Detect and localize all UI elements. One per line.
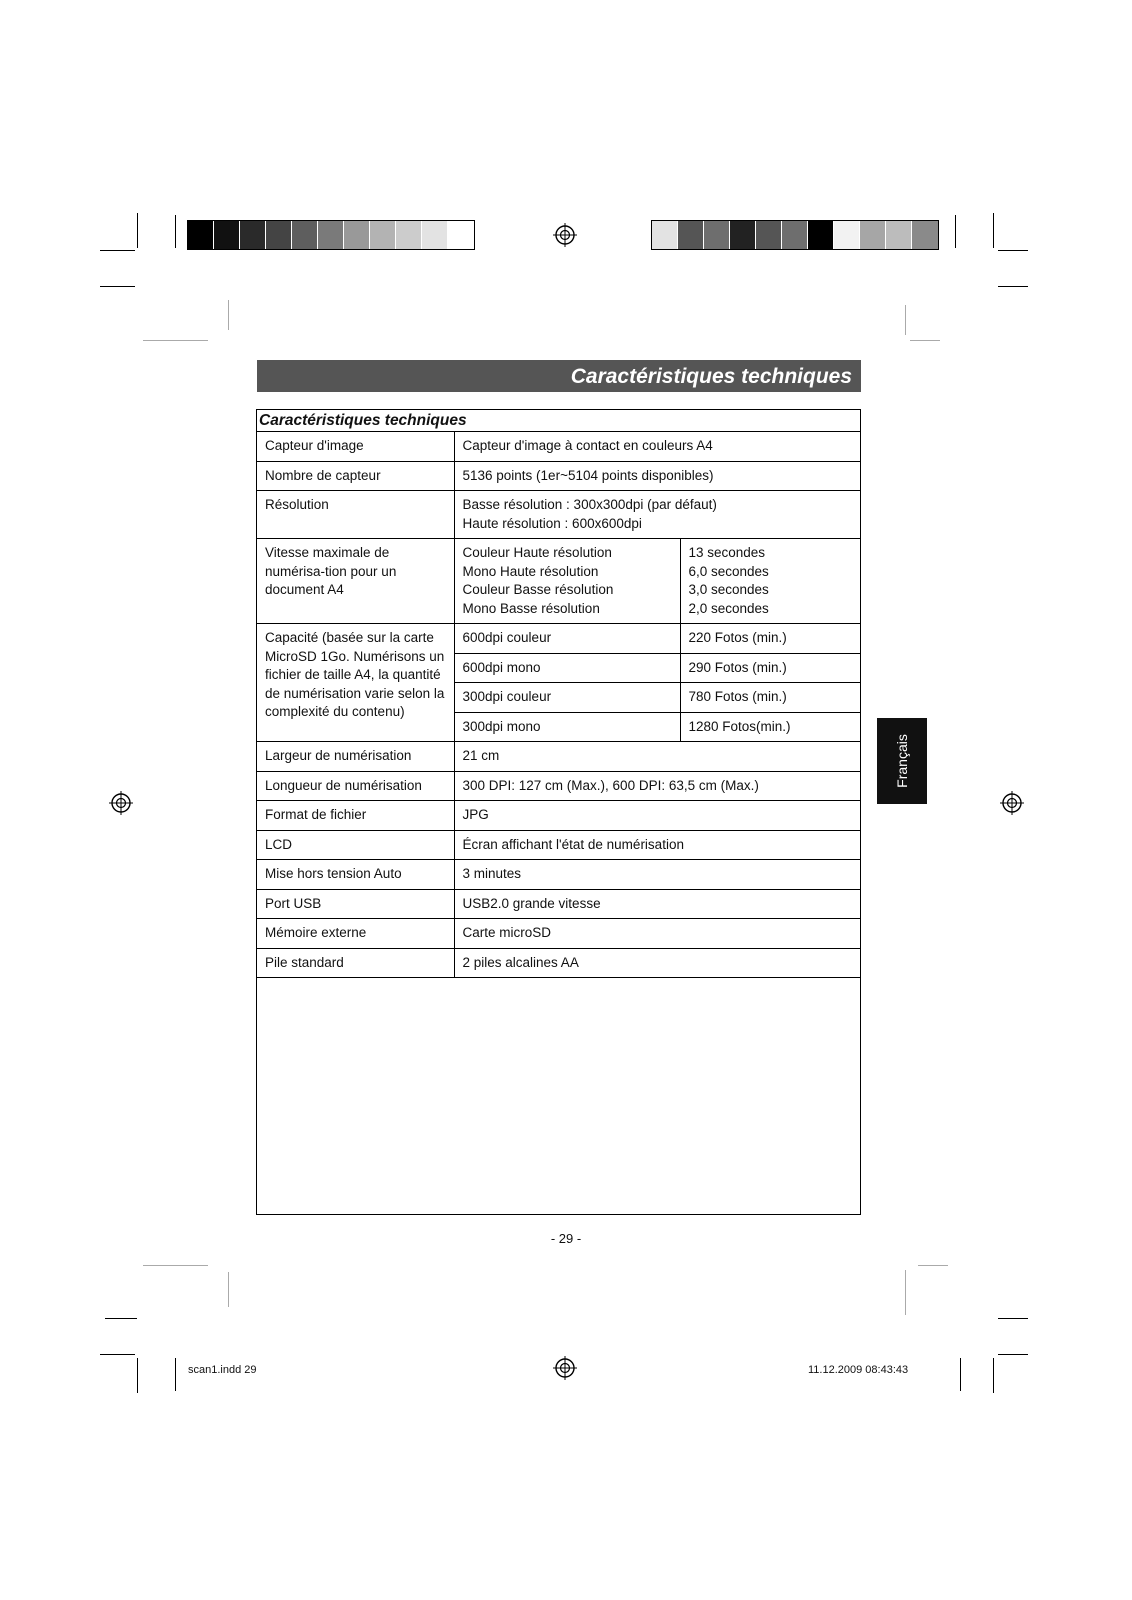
crop-mark [100, 250, 135, 251]
color-swatch [912, 221, 938, 249]
spec-value: 5136 points (1er~5104 points disponibles) [454, 461, 860, 491]
spec-time: 3,0 secondes [688, 582, 769, 597]
spec-mode: Mono Haute résolution [462, 563, 599, 579]
crop-mark [998, 286, 1028, 287]
spec-value: Carte microSD [454, 919, 860, 949]
table-row [257, 432, 860, 461]
trim-mark [228, 1272, 229, 1307]
color-swatch [266, 221, 292, 249]
spec-count: 220 Fotos (min.) [680, 624, 860, 654]
color-swatch [318, 221, 344, 249]
spec-value: 3 minutes [454, 860, 860, 890]
spec-value [454, 491, 860, 539]
color-swatch [370, 221, 396, 249]
spec-label: Pile standard [257, 948, 454, 978]
spec-value: Écran affichant l'état de numérisation [454, 830, 860, 860]
crop-mark [960, 1358, 961, 1391]
crop-mark [955, 215, 956, 248]
spec-mode: 600dpi couleur [454, 624, 680, 654]
spec-mode: 600dpi mono [454, 653, 680, 683]
specifications-box [256, 409, 861, 1215]
color-swatch [730, 221, 756, 249]
spec-label: Vitesse maximale de numérisa-tion pour un document A4 [257, 539, 454, 624]
crop-mark [175, 215, 176, 248]
crop-mark [998, 250, 1028, 251]
color-swatch [344, 221, 370, 249]
color-swatch [214, 221, 240, 249]
spec-mode: 300dpi mono [454, 712, 680, 742]
color-swatch [188, 221, 214, 249]
spec-value-line: Basse résolution : 300x300dpi (par défaut) [462, 497, 717, 512]
spec-value-line: Haute résolution : 600x600dpi [462, 515, 642, 531]
table-row [257, 830, 860, 860]
table-row [257, 889, 860, 919]
spec-label: Capacité (basée sur la carte MicroSD 1Go. Numérisons un fichier de taille A4, la quantité de numérisation varie selon la complexité du contenu) [257, 624, 454, 742]
registration-mark-icon [109, 791, 133, 815]
table-row [257, 919, 860, 949]
spec-label: Nombre de capteur [257, 461, 454, 491]
language-tab-label: Français [894, 734, 910, 788]
table-row [257, 771, 860, 801]
specifications-table [257, 432, 860, 978]
spec-value: Capteur d'image à contact en couleurs A4 [454, 432, 860, 461]
spec-label: Port USB [257, 889, 454, 919]
color-swatch [422, 221, 448, 249]
color-swatch [292, 221, 318, 249]
trim-mark [918, 1265, 948, 1266]
registration-mark-icon [553, 223, 577, 247]
table-row [257, 491, 860, 539]
color-swatch [448, 221, 474, 249]
crop-mark [100, 286, 135, 287]
table-row [257, 461, 860, 491]
trim-mark [905, 305, 906, 335]
color-swatch [396, 221, 422, 249]
spec-label: Format de fichier [257, 801, 454, 831]
crop-mark [175, 1358, 176, 1391]
registration-mark-icon [553, 1356, 577, 1380]
spec-mode: 300dpi couleur [454, 683, 680, 713]
trim-mark [143, 1265, 208, 1266]
spec-mode: Couleur Haute résolution [462, 545, 612, 560]
spec-count: 290 Fotos (min.) [680, 653, 860, 683]
crop-mark [137, 1358, 138, 1393]
color-swatch [808, 221, 834, 249]
color-swatch [860, 221, 886, 249]
spec-count: 780 Fotos (min.) [680, 683, 860, 713]
spec-mode: Couleur Basse résolution [462, 582, 614, 597]
spec-value: 300 DPI: 127 cm (Max.), 600 DPI: 63,5 cm (Max.) [454, 771, 860, 801]
spec-mode-list [454, 539, 680, 624]
crop-mark [998, 1318, 1028, 1319]
crop-mark [100, 1354, 135, 1355]
crop-mark [137, 213, 138, 248]
spec-label: Largeur de numérisation [257, 742, 454, 772]
section-header-bar: Caractéristiques techniques [257, 360, 861, 392]
spec-time: 2,0 secondes [688, 600, 769, 616]
spec-mode: Mono Basse résolution [462, 600, 600, 616]
spec-value: 21 cm [454, 742, 860, 772]
spec-value: USB2.0 grande vitesse [454, 889, 860, 919]
spec-value: JPG [454, 801, 860, 831]
color-swatch [782, 221, 808, 249]
specifications-table-title: Caractéristiques techniques [257, 410, 860, 432]
spec-label: LCD [257, 830, 454, 860]
crop-mark [105, 1318, 137, 1319]
table-row [257, 801, 860, 831]
table-row [257, 742, 860, 772]
page-number: - 29 - [550, 1231, 582, 1246]
grayscale-color-bar-left [187, 220, 475, 250]
table-row [257, 624, 860, 654]
trim-mark [905, 1270, 906, 1315]
crop-mark [993, 213, 994, 248]
trim-mark [143, 340, 208, 341]
spec-label: Capteur d'image [257, 432, 454, 461]
grayscale-color-bar-right [651, 220, 939, 250]
color-swatch [678, 221, 704, 249]
spec-time: 13 secondes [688, 545, 766, 560]
registration-mark-icon [1000, 791, 1024, 815]
crop-mark [993, 1358, 994, 1393]
spec-label: Mémoire externe [257, 919, 454, 949]
table-row [257, 860, 860, 890]
spec-label: Résolution [257, 491, 454, 539]
color-swatch [756, 221, 782, 249]
color-swatch [886, 221, 912, 249]
color-swatch [834, 221, 860, 249]
spec-time-list [680, 539, 860, 624]
spec-value: 2 piles alcalines AA [454, 948, 860, 978]
footer-file-name: scan1.indd 29 [188, 1364, 257, 1376]
spec-count: 1280 Fotos(min.) [680, 712, 860, 742]
color-swatch [704, 221, 730, 249]
crop-mark [998, 1354, 1028, 1355]
spec-label: Longueur de numérisation [257, 771, 454, 801]
language-tab [877, 718, 927, 804]
table-row [257, 539, 860, 624]
trim-mark [228, 300, 229, 330]
table-row [257, 948, 860, 978]
footer-timestamp: 11.12.2009 08:43:43 [808, 1364, 909, 1376]
spec-label: Mise hors tension Auto [257, 860, 454, 890]
trim-mark [910, 340, 940, 341]
color-swatch [240, 221, 266, 249]
color-swatch [652, 221, 678, 249]
spec-time: 6,0 secondes [688, 563, 769, 579]
